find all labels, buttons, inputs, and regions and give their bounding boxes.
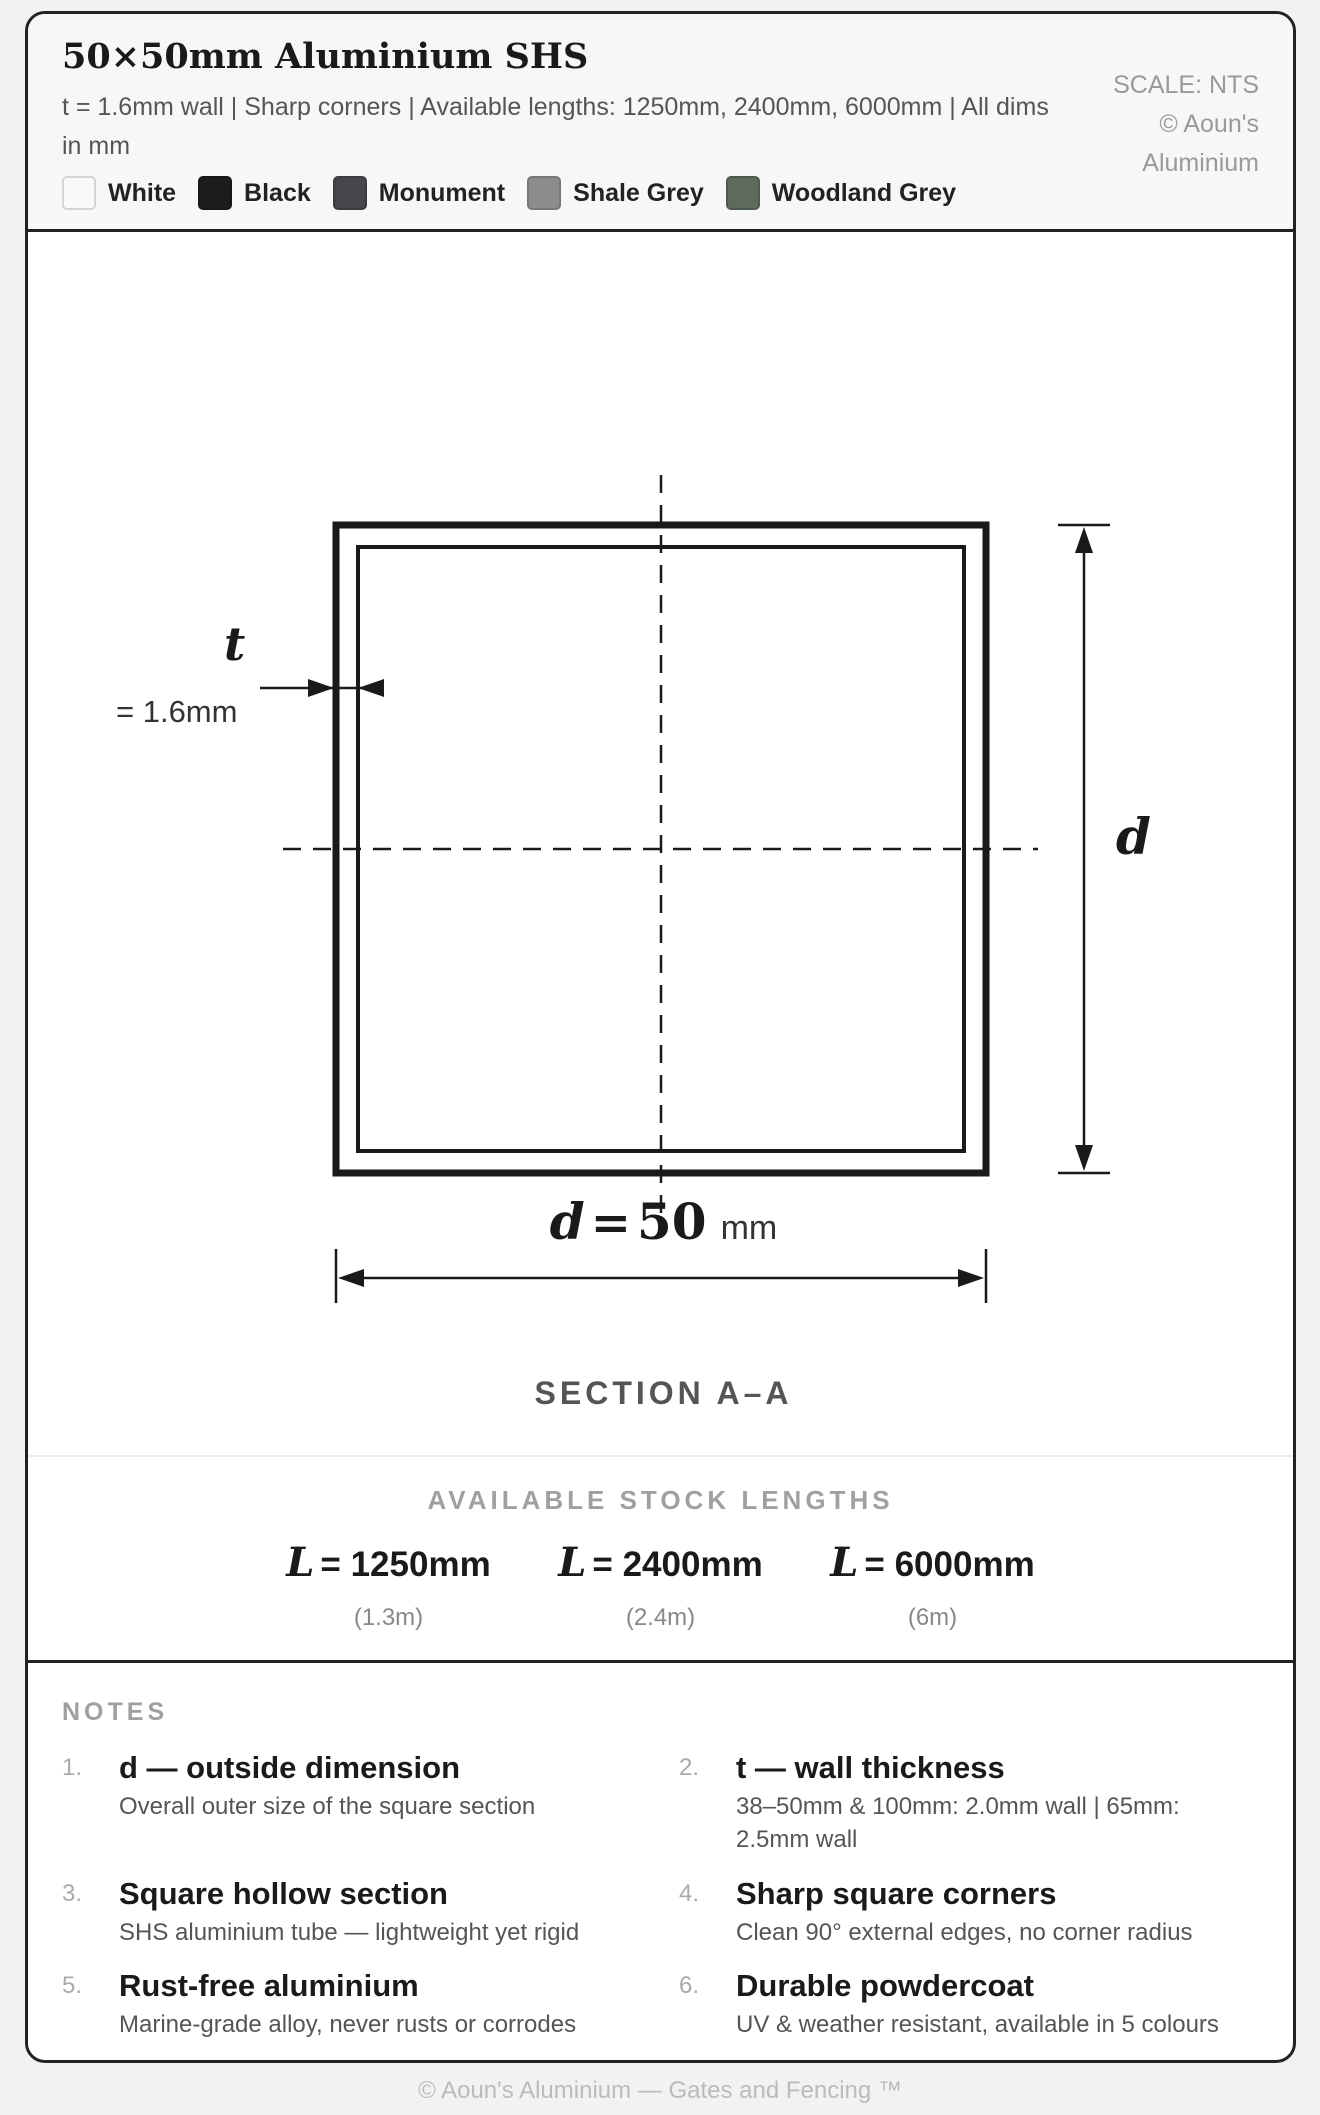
- copyright-line-1: © Aoun's: [1159, 110, 1259, 138]
- dim-value: 50: [636, 1192, 707, 1251]
- notes-section: [28, 1666, 1293, 2063]
- drawing-sheet: [25, 11, 1296, 2063]
- note-title: Square hollow section: [119, 1876, 448, 1911]
- note-title: Sharp square corners: [736, 1876, 1057, 1911]
- note-item: [62, 1966, 622, 2041]
- dim-unit: mm: [720, 1209, 778, 1247]
- length-value: = 2400mm: [592, 1545, 763, 1584]
- swatch-monument: [333, 176, 505, 210]
- outside-dimension-label: [28, 1192, 1296, 1251]
- length-symbol: L: [286, 1539, 315, 1586]
- length-metres: (6m): [907, 1604, 958, 1631]
- d-arrow-bottom: [1075, 1145, 1093, 1171]
- dim-equals: =: [590, 1195, 631, 1251]
- note-body: [736, 1874, 1239, 1949]
- note-body: [119, 1966, 622, 2041]
- length-metres: (1.3m): [353, 1604, 424, 1631]
- stock-title: AVAILABLE STOCK LENGTHS: [427, 1485, 894, 1515]
- stock-lengths: [28, 1455, 1293, 1663]
- note-item: [679, 1874, 1239, 1949]
- t-arrow-right: [358, 679, 384, 697]
- note-title: t — wall thickness: [736, 1750, 1005, 1785]
- subtitle: t = 1.6mm wall | Sharp corners | Available lengths: 1250mm, 2400mm, 6000mm | All dims in mm: [62, 93, 1049, 160]
- note-number: 6.: [679, 1972, 700, 1999]
- note-body: [736, 1966, 1239, 2041]
- note-description: SHS aluminium tube — lightweight yet rigid: [119, 1919, 580, 1946]
- swatch-label: Woodland Grey: [771, 178, 957, 207]
- t-value: = 1.6mm: [116, 694, 238, 729]
- section-label: SECTION A–A: [534, 1375, 793, 1411]
- note-item: [679, 1748, 1239, 1856]
- section-drawing: [28, 235, 1296, 1455]
- swatch-chip: [198, 176, 232, 210]
- scale-label: SCALE: NTS: [1113, 71, 1259, 99]
- note-number: 4.: [679, 1880, 700, 1907]
- note-title: Rust-free aluminium: [119, 1968, 419, 2003]
- swatch-white: [62, 176, 176, 210]
- swatch-black: [198, 176, 311, 210]
- swatch-woodland-grey: [726, 176, 956, 210]
- swatch-shale-grey: [527, 176, 704, 210]
- length-main: [525, 1539, 797, 1586]
- length-main: [253, 1539, 525, 1586]
- swatch-label: Shale Grey: [573, 178, 704, 207]
- swatch-chip: [62, 176, 96, 210]
- swatch-label: Black: [244, 178, 311, 207]
- note-number: 3.: [62, 1880, 83, 1907]
- colour-swatches: [62, 176, 978, 210]
- length-metres: (2.4m): [625, 1604, 696, 1631]
- note-body: [736, 1748, 1239, 1856]
- note-item: [62, 1874, 622, 1949]
- length-item: [253, 1539, 525, 1632]
- swatch-chip: [333, 176, 367, 210]
- length-symbol: L: [558, 1539, 587, 1586]
- note-body: [119, 1874, 622, 1949]
- note-title: Durable powdercoat: [736, 1968, 1034, 2003]
- swatch-chip: [527, 176, 561, 210]
- note-description: Marine-grade alloy, never rusts or corrodes: [119, 2011, 577, 2038]
- note-description: Clean 90° external edges, no corner radius: [736, 1919, 1193, 1946]
- note-description: 38–50mm & 100mm: 2.0mm wall | 65mm: 2.5mm wall: [736, 1793, 1180, 1853]
- length-value: = 1250mm: [320, 1545, 491, 1584]
- note-item: [62, 1748, 622, 1823]
- t-symbol: t: [224, 617, 246, 671]
- swatch-label: Monument: [378, 178, 506, 207]
- d-arrow-top: [1075, 527, 1093, 553]
- swatch-label: White: [108, 178, 177, 207]
- t-arrow-left: [308, 679, 334, 697]
- note-number: 5.: [62, 1972, 83, 1999]
- copyright-line-2: Aluminium: [1142, 149, 1259, 177]
- note-number: 1.: [62, 1754, 83, 1781]
- length-main: [797, 1539, 1069, 1586]
- note-description: UV & weather resistant, available in 5 colours: [736, 2011, 1219, 2038]
- note-number: 2.: [679, 1754, 700, 1781]
- notes-title: NOTES: [62, 1698, 169, 1726]
- length-list: [28, 1539, 1293, 1632]
- width-arrow-right: [958, 1269, 984, 1287]
- d-symbol: d: [1116, 807, 1151, 866]
- length-symbol: L: [830, 1539, 859, 1586]
- shs-section-svg: [28, 235, 1296, 1455]
- footer-copyright: © Aoun's Aluminium — Gates and Fencing ™: [418, 2077, 902, 2104]
- length-value: = 6000mm: [864, 1545, 1035, 1584]
- scale-info: [1039, 66, 1259, 183]
- width-arrow-left: [338, 1269, 364, 1287]
- swatch-chip: [726, 176, 760, 210]
- note-title: d — outside dimension: [119, 1750, 461, 1785]
- length-item: [525, 1539, 797, 1632]
- length-item: [797, 1539, 1069, 1632]
- note-item: [679, 1966, 1239, 2041]
- page-title: 50×50mm Aluminium SHS: [62, 36, 589, 77]
- note-body: [119, 1748, 622, 1823]
- dim-symbol: d: [549, 1192, 585, 1251]
- header: [28, 14, 1293, 232]
- note-description: Overall outer size of the square section: [119, 1793, 536, 1820]
